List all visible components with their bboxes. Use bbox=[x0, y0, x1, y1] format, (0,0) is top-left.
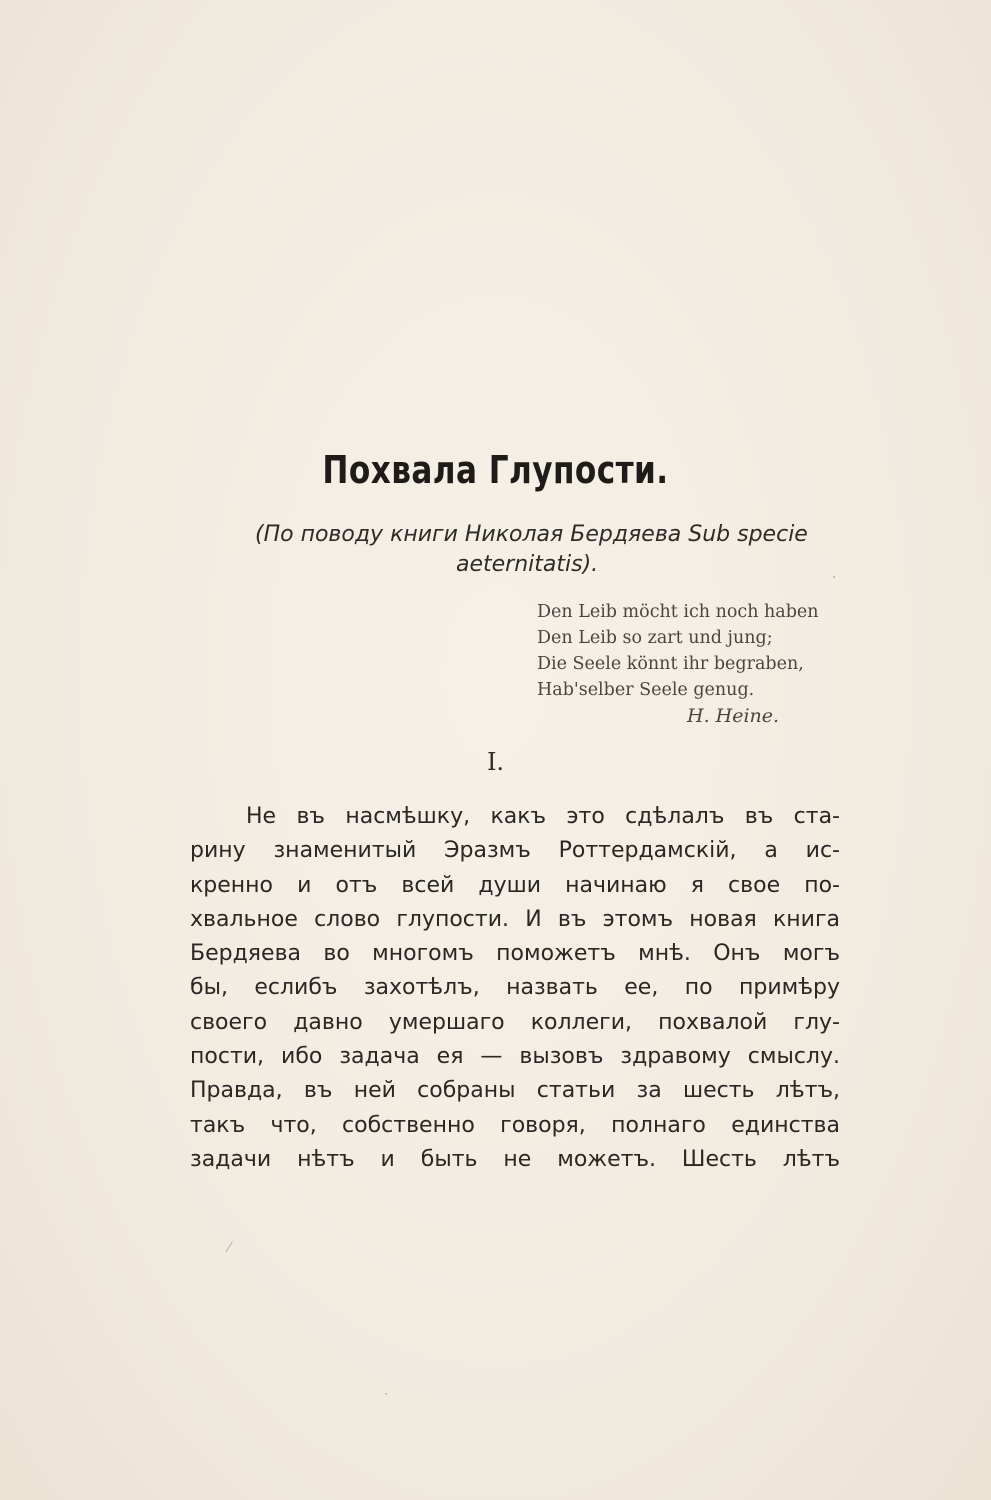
chapter-subtitle bbox=[255, 520, 815, 580]
paper-speck: · bbox=[832, 570, 837, 586]
text-line: Не въ насмѣшку, какъ это сдѣлалъ въ ста- bbox=[246, 804, 840, 829]
text-line: своего давно умершаго коллеги, похвалой глу- bbox=[190, 1009, 840, 1035]
section-number: I. bbox=[486, 748, 505, 776]
epigraph-line: Den Leib so zart und jung; bbox=[537, 628, 773, 648]
text-line: такъ что, собственно говоря, полнаго единства bbox=[190, 1112, 840, 1138]
text-line: пости, ибо задача ея — вызовъ здравому смыслу. bbox=[190, 1044, 840, 1070]
text-line: кренно и отъ всей души начинаю я свое по- bbox=[190, 872, 840, 898]
epigraph-line: Hab'selber Seele genug. bbox=[537, 680, 755, 700]
body-paragraph bbox=[190, 800, 840, 1177]
text-line: хвальное слово глупости. И въ этомъ новая книга bbox=[190, 906, 840, 932]
paper-speck: ˎ bbox=[384, 1380, 389, 1396]
text-line: задачи нѣтъ и быть не можетъ. Шесть лѣтъ bbox=[190, 1146, 840, 1172]
chapter-title: Похвала Глупости. bbox=[322, 448, 669, 492]
paper-speck: ⁄ bbox=[228, 1240, 231, 1256]
epigraph-line: Den Leib möcht ich noch haben bbox=[537, 602, 819, 622]
epigraph bbox=[537, 599, 877, 729]
subtitle-line-1: (По поводу книги Николая Бердяева Sub specie bbox=[255, 522, 808, 547]
epigraph-line: Die Seele könnt ihr begraben, bbox=[537, 654, 804, 674]
text-line: рину знаменитый Эразмъ Роттердамскій, а ис- bbox=[190, 838, 840, 864]
text-line: Правда, въ ней собраны статьи за шесть лѣтъ, bbox=[190, 1078, 840, 1104]
subtitle-line-2: aeternitatis). bbox=[456, 552, 599, 577]
epigraph-author: H. Heine. bbox=[687, 705, 780, 727]
text-line: бы, еслибъ захотѣлъ, назвать ее, по примѣру bbox=[190, 975, 840, 1001]
text-line: Бердяева во многомъ поможетъ мнѣ. Онъ могъ bbox=[190, 941, 840, 967]
